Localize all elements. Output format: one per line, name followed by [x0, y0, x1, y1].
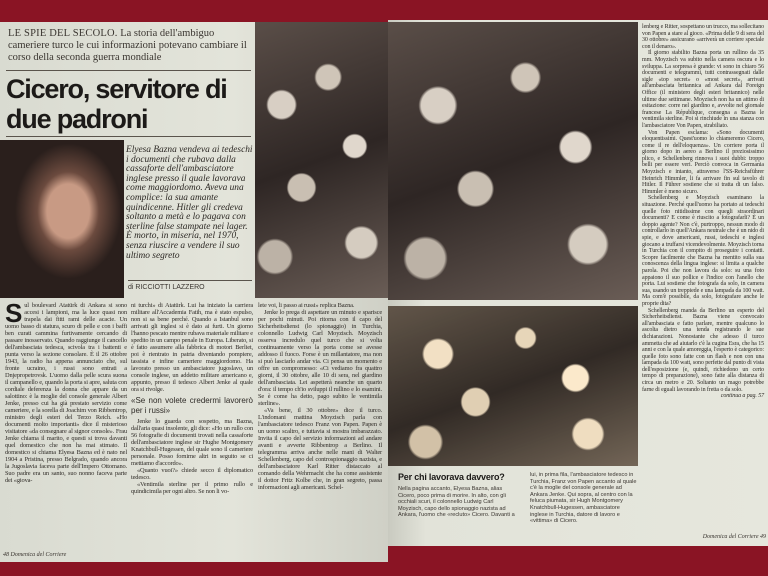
body-column-right [642, 24, 764, 400]
caption-title: Per chi lavorava davvero? [398, 472, 505, 482]
paragraph: Jenke lo guarda con sospetto, ma Bazna, dall'aria quasi insolente, gli dice: «Ho un rullo con 56 fotografie di documenti trovati nella cassaforte dell'ambasciatore inglese sir Hughe Montgomery Knatchbull-Hugessen, del quale sono il cameriere personale. Posso fornirne altri in seguito se ci mettiamo d'accordo». [131, 418, 253, 467]
body-column-3 [258, 302, 382, 491]
paragraph: Jenke lo prega di aspettare un minuto e sparisce per pochi minuti. Poi ritorna con il capo del Sicherheitsdienst (lo spionaggio) in Turchia, colonnello Ludwig Carl Moyzisch. Moyzisch osserva incredulo quel turco che si volta continuamente verso la porta come se avesse addosso il fuoco. Forse è un millantatore, ma non si può lasciarlo andar via. Ci pensa un momento e offre un compromesso: «Ci vediamo fra quattro giorni, il 30 ottobre, alle 10 di sera, nel giardino dell'ambasciata. Lei aspetterà neanche un quarto d'ora: il tempo ch'io sviluppi il rullino e lo esamini. Se è come ha detto, pago subito le ventimila sterline». [258, 309, 382, 407]
page-footer: Domenica del Corriere 49 [702, 534, 766, 540]
article-title: Cicero, servitore di due padroni [6, 74, 227, 134]
paragraph: «Quanto vuoi?» chiede secco il diplomatico tedesco. [131, 467, 253, 481]
crowd-photo [255, 22, 388, 298]
kicker-lead: LE SPIE DEL SECOLO. [8, 28, 118, 39]
paragraph: ni turchi» di Atatürk. Lui ha iniziato la carriera militare all'Accademia Fatih, ma è stato espulso, non si sa bene perché. Quando a Istanbul sono arrivati gli inglesi si è dato ai furti. Un giorno l'hanno pescato mentre rubava materiale militare e spedito in un campo penale in Europa. Liberato, si è fatto assumere alla fabbrica di motori Berliet, poi è rientrato in patria diventando pompiere, tassista e infine cameriere maggiordomo. Ha lavorato presso un ambasciatore jugoslavo, un console inglese, un addetto militare americano e, appunto, presso il tedesco Albert Jenke al quale ora si rivolge. [131, 302, 253, 393]
left-page [0, 22, 388, 562]
body-column-1 [5, 298, 127, 484]
divider [128, 280, 252, 281]
kicker [8, 28, 248, 64]
paragraph: «Ventimila sterline per il primo rullo e quindicimila per ogni altro. Se non li vo- [131, 481, 253, 495]
paragraph: lete voi, li passo ai russi» replica Bazna. [258, 302, 355, 309]
subheading: «Se non volete credermi lavorerò per i russi» [131, 396, 253, 415]
body-column-2 [131, 302, 253, 495]
drop-cap: S [5, 298, 23, 328]
intro-text: Elyesa Bazna vendeva ai tedeschi i documenti che rubava dalla cassaforte dell'ambasciatore inglese presso il quale lavorava come maggiordomo. Aveva una complice: la sua amante quindicenne. Hitler gli credeva soltanto a metà e lo pagava con sterline false stampate nei lager. È morto, in miseria, nel 1970, senza riuscire a vendere il suo ultimo segreto [126, 145, 253, 261]
divider [6, 136, 251, 137]
divider [6, 70, 251, 71]
byline: di RICCIOTTI LAZZERO [128, 284, 205, 291]
paragraph: «Va bene, il 30 ottobre» dice il turco. L'indomani mattina Moyzisch parla con l'ambasciatore tedesco Franz von Papen. Papen è un uomo scaltro, e tuttavia si mostra imbarazzato. Invita il capo del servizio informazioni ad andare avanti e avverte Ribbentrop a Berlino. Il telegramma arriva anche nelle mani di Walter Schellenberg, capo del controspionaggio nazista, e dell'ambasciatore Karl Ritter distaccato al comando della Wehrmacht che ha come assistente il dottor Fritz Kolbe che, in gran segreto, passa informazioni agli americani. Schel- [258, 407, 382, 491]
portrait-photo [0, 140, 124, 298]
page-footer: 48 Domenica del Corriere [3, 552, 67, 558]
crowd-photo-large [388, 22, 638, 300]
caption-text-1: Nella pagina accanto, Elyesa Bazna, alias Cicero, poco prima di morire. In alto, con gli occhiali scuri, il colonnello Ludwig Carl Moyzisch, capo dello spionaggio nazista ad Ankara, l'uomo che «recluto» Cicero. Davanti a [398, 486, 515, 519]
continued-note: continua a pag. 57 [720, 393, 764, 400]
paragraph: Von Papen esclama: «Sono documenti eloquentissimi. Quest'uomo lo chiameremo Cicero, come il re dell'eloquenza». Un corriere porta il giorno dopo in aereo a Berlino il preziosissimo plico, e Schellenberg rinnova i suoi dubbi: troppo belli per essere veri. Perciò convoca in Germania Moyzisch e intanto, attraverso l'SS-Reichsführer Heinrich Himmler, li fa arrivare fin sul tavolo di Hitler. Il Führer sostiene che si tratta di un falso. Himmler è meno sicuro. [642, 129, 764, 195]
paragraph: lenberg e Ritter, sospettano un trucco, ma sollecitano von Papen a stare al gioco. «Prima delle 9 di sera del 30 ottobre» assicurano «arriverà un corriere speciale con il denaro». [642, 24, 764, 50]
paragraph: ul boulevard Atatürk di Ankara si sono accesi i lampioni, ma la luce quasi non trapela dai fitti rami delle acacie. Un uomo basso di statura, scuro di pelle e con i baffi ben curati cammina furtivamente cercando di passare inosservato. Quando raggiunge il cancello dell'ambasciata tedesca, scivola tra i battenti e punta verso la sezione consolare. È il 26 ottobre 1943, la radio ha appena annunciato che, sul fronte ucraino, i russi sono entrati a Dnjepropetrovsk. L'uomo dalla pelle scura suona il campanello e, quando la porta si apre, saluta con cordiale deferenza la donna che appare da un salottino: è la moglie del console generale Albert Jenke, presso cui ha già prestato servizio come cameriere, e la sorella di Joachim von Ribbentrop, ministro degli esteri del Terzo Reich. «Ho documenti molto importanti» dice il misterioso visitatore «da consegnare al signor console». Frau Jenke chiama il marito, e questi si trova davanti quel domestico che non ha mai stimato. Il domestico si chiama Elyesa Bazna ed è nato nel 1904 a Pristina, presso Belgrado, quando ancora la Jugoslavia faceva parte dell'Impero Ottomano. Suo padre era un santo, suo nonno faceva parte dei «giova- [5, 302, 127, 484]
caption-text-2: lui, in prima fila, l'ambasciatore tedesco in Turchia, Franz von Papen accanto al quale c'è la moglie del console generale ad Ankara Jenke. Qui sopra, al centro con la feluca piumata, sir Hugh Montgomery Knatchbull-Hugessen, ambasciatore inglese in Turchia, datore di lavoro e «vittima» di Cicero. [530, 472, 637, 525]
right-page [388, 20, 768, 546]
paragraph: Il giorno stabilito Bazna porta un rullino da 35 mm. Moyzisch va subito nella camera oscura e lo sviluppa. La sorpresa è grande: vi sono in chiaro 56 documenti e telegrammi, tutti contrassegnati dalle sigle «top secret» o «most secret», arrivati all'ambasciata britannica ad Ankara dal Foreign Office (il ministero degli esteri britannico) nelle ultime due settimane. Moyzisch non ha un attimo di esitazione: corre nel giardino e, avvolte nel giornale francese La République, consegna a Bazna le ventimila sterline. Poi si rinchiude in una stanza con l'ambasciatore Von Papen, strabiliato. [642, 50, 764, 129]
officials-photo [388, 306, 638, 466]
paragraph: Schellenberg manda da Berlino un esperto del Sicherheitsdienst. Bazna viene convocato all'ambasciata e fatto parlare, mentre qualcuno lo ascolta dietro una tenda registrando le sue dichiarazioni. Nonostante che adesso il turco ammetta che ad aiutarlo c'è la cugina Esra, che ha 15 anni e con la quale amoreggia, l'esperto è categorico: quelle foto sono fatte con un flash e non con una lampada da 100 watt, sono perfette dal punto di vista dell'esposizione (e, quindi, richiedono un certo tempo di preparazione), sono fatte alla distanza di circa un metro e 20. Soltanto un mago potrebbe farne di eguali lavorando in fretta o da solo. [642, 307, 764, 393]
paragraph: Schellenberg e Moyzisch esaminano la situazione. Perché quell'uomo ha portato ai tedeschi quelle foto nitidissime con quegli straordinari documenti? E come è riuscito a fotografarli? È un doppio agente? Non c'è, purtroppo, nessun modo di controllarlo in quell'Ankara neutrale che è un nido di spie, e dove americani, russi, tedeschi e inglesi giocano a truffarsi vicendevolmente. Moyzisch torna in Turchia con il compito di proseguire i contatti. Scopre facilmente che Bazna ha mentito sulla sua conoscenza della lingua inglese: si limita a qualche parola. Poi che non lavora da solo: su una foto appaiono il suo pollice e l'indice con l'anello che porta. Lui sostiene che fotografa da solo, in camera sua, usando un treppiede e una lampada da 100 watt. Ma com'è possibile, da solo, fotografare anche le proprie dita? [642, 195, 764, 307]
kicker-text: La storia dell'ambiguo cameriere turco le cui informazioni potevano cambiare il corso della seconda guerra mondiale [8, 28, 247, 63]
